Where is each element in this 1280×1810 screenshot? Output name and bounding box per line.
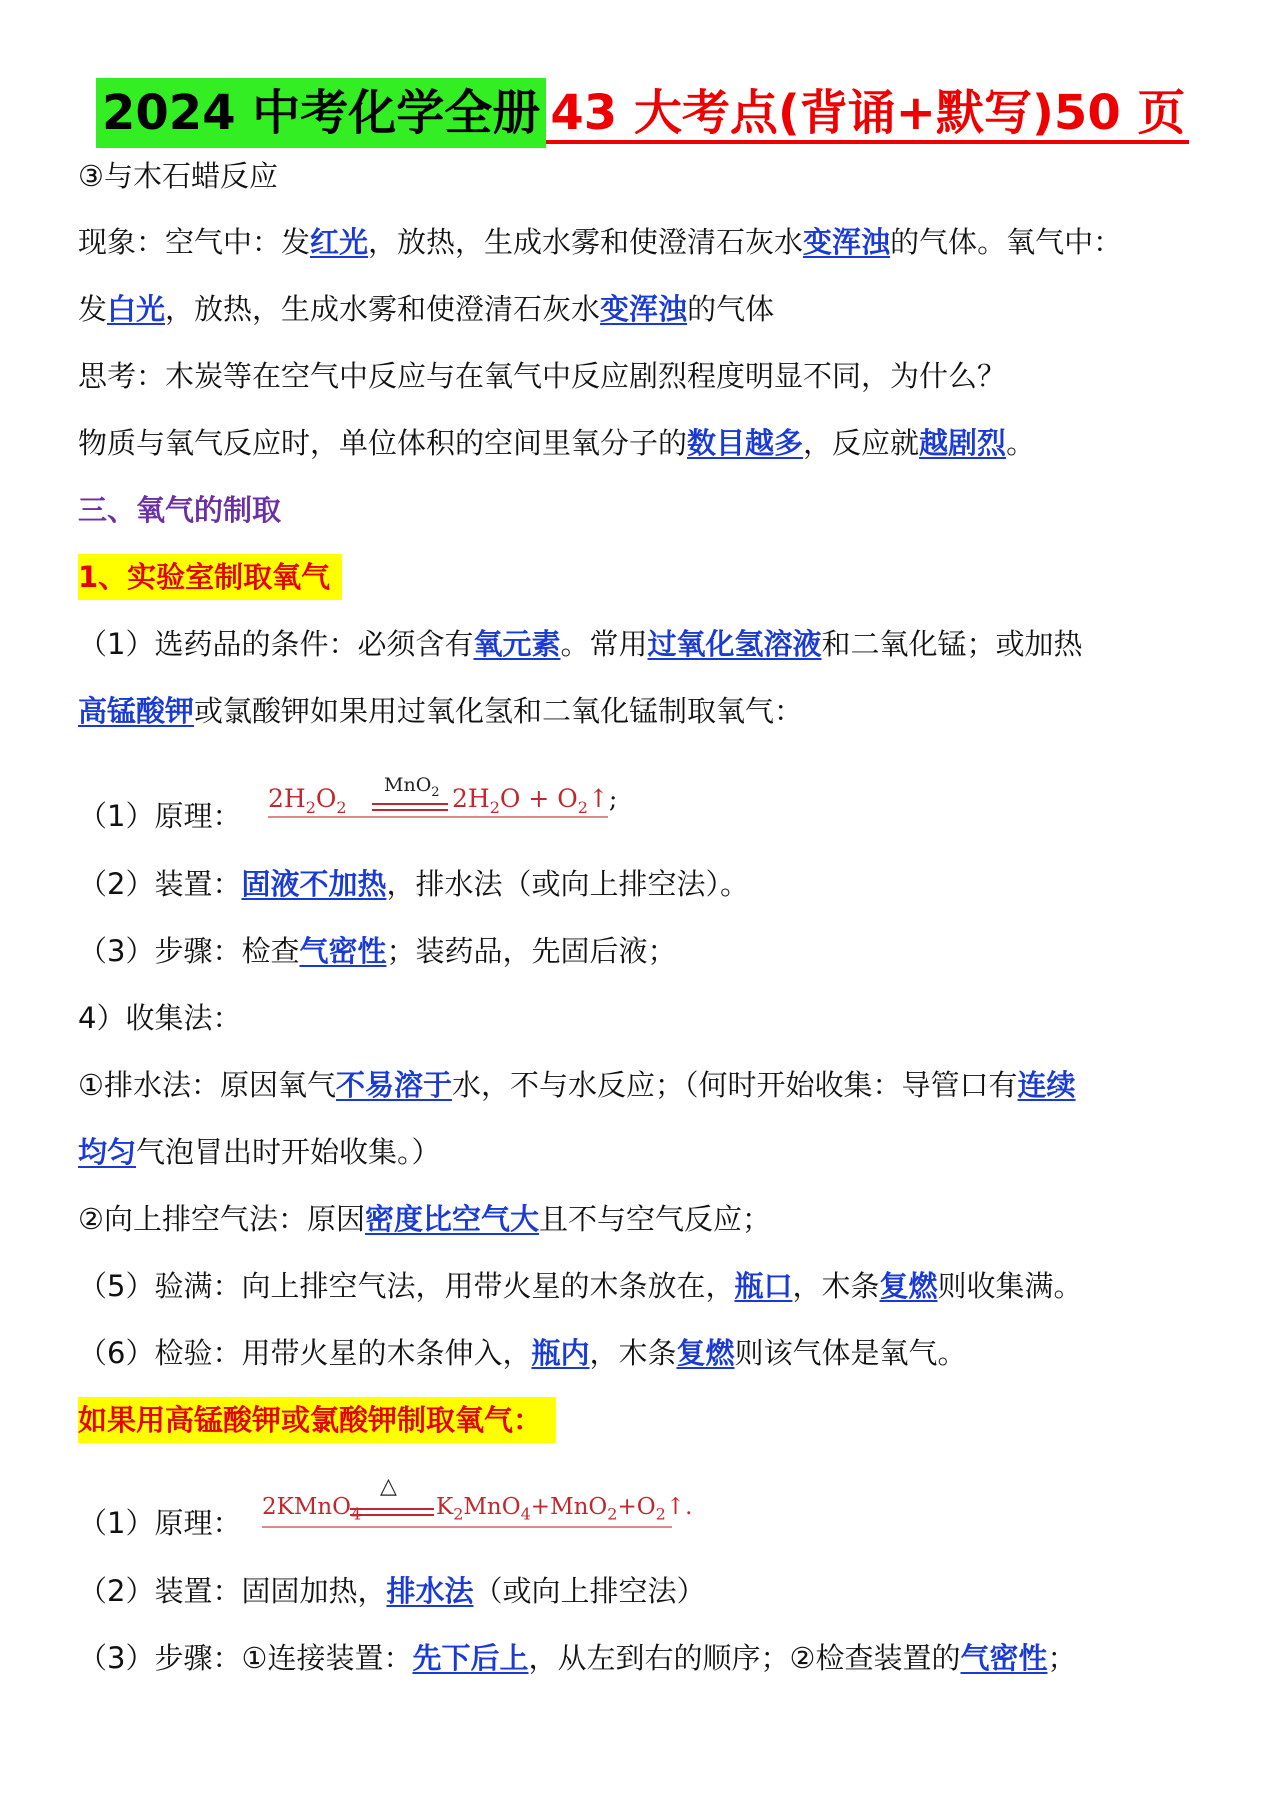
text-line [78, 356, 1006, 396]
page-title [96, 78, 1189, 148]
equation-equals-line [372, 803, 448, 805]
text: 或氯酸钾如果用过氧化氢和二氧化锰制取氧气： [194, 694, 804, 728]
text: （3）步骤：①连接装置： [78, 1641, 413, 1675]
text: 。常用 [560, 627, 648, 661]
text: ，放热，生成水雾和使澄清石灰水 [368, 225, 804, 259]
text: （或向上排空法） [473, 1574, 706, 1608]
blank-answer: 氧元素 [473, 627, 561, 661]
text: （3）步骤：检查 [78, 934, 300, 968]
text: 则该气体是氧气。 [734, 1336, 967, 1370]
text: ，木条 [589, 1336, 677, 1370]
blank-answer: 均匀 [78, 1135, 137, 1169]
text: ；装药品，先固后液； [386, 934, 677, 968]
section-heading: 三、氧气的制取 [78, 493, 282, 527]
text: 气泡冒出时开始收集。） [136, 1135, 441, 1169]
blank-answer: 数目越多 [687, 426, 804, 460]
highlighted-heading: 1、实验室制取氧气 [78, 554, 342, 600]
text: 的气体 [687, 292, 775, 326]
subsection-heading [78, 1400, 556, 1440]
blank-answer: 红光 [310, 225, 369, 259]
blank-answer: 瓶口 [734, 1269, 793, 1303]
equation-underline [262, 1526, 672, 1528]
text-line [78, 998, 241, 1038]
blank-answer: 固液不加热 [241, 867, 387, 901]
equation-condition: MnO$_2$ [384, 774, 440, 800]
text: （1）原理： [78, 799, 242, 833]
text-line [78, 1266, 1083, 1306]
text-line [78, 1333, 967, 1373]
highlighted-heading: 如果用高锰酸钾或氯酸钾制取氧气： [78, 1397, 556, 1443]
text: 则收集满。 [937, 1269, 1083, 1303]
text: ，放热，生成水雾和使澄清石灰水 [165, 292, 601, 326]
text: ，排水法（或向上排空法）。 [386, 867, 749, 901]
title-part2: 43 大考点(背诵+默写)50 页 [546, 78, 1189, 144]
subsection-heading [78, 557, 342, 597]
text: （6）检验：用带火星的木条伸入， [78, 1336, 532, 1370]
text-line [78, 1503, 241, 1543]
text: ②向上排空气法：原因 [78, 1202, 365, 1236]
equation-products: $2H_2O$ + $O_2↑$; [452, 784, 618, 817]
text: 思考：木炭等在空气中反应与在氧气中反应剧烈程度明显不同，为什么？ [78, 359, 1007, 393]
equation-products: $K_2MnO_4+MnO_2+O_2↑$. [436, 1494, 693, 1524]
text: （2）装置： [78, 867, 242, 901]
text-line [78, 222, 1122, 262]
text-line [78, 289, 774, 329]
blank-answer: 瓶内 [531, 1336, 590, 1370]
equation-underline [268, 816, 608, 818]
blank-answer: 连续 [1017, 1068, 1076, 1102]
blank-answer: 复燃 [879, 1269, 938, 1303]
text: 且不与空气反应； [539, 1202, 772, 1236]
blank-answer: 白光 [107, 292, 166, 326]
text: 物质与氧气反应时，单位体积的空间里氧分子的 [78, 426, 688, 460]
text: （1）选药品的条件：必须含有 [78, 627, 474, 661]
text: （2）装置：固固加热， [78, 1574, 387, 1608]
blank-answer: 越剧烈 [919, 426, 1007, 460]
text: ，反应就 [803, 426, 920, 460]
text-line [78, 624, 1083, 664]
title-part1: 2024 中考化学全册 [96, 78, 546, 148]
equation-equals-line [350, 1514, 434, 1516]
text: ，从左到右的顺序；②检查装置的 [528, 1641, 961, 1675]
text: 的气体。氧气中： [890, 225, 1123, 259]
equation-reactants: $2H_2O_2$ [268, 784, 347, 817]
text-line [78, 1132, 441, 1172]
blank-answer: 排水法 [386, 1574, 474, 1608]
blank-answer: 过氧化氢溶液 [647, 627, 822, 661]
blank-answer: 复燃 [676, 1336, 735, 1370]
blank-answer: 气密性 [299, 934, 387, 968]
text: 4）收集法： [78, 1001, 242, 1035]
equation-equals-line [372, 809, 448, 811]
text-line [78, 931, 676, 971]
text-line [78, 423, 1035, 463]
text-line [78, 1065, 1076, 1105]
text: 和二氧化锰；或加热 [821, 627, 1083, 661]
text: ③与木石蜡反应 [78, 159, 278, 193]
text: ①排水法：原因氧气 [78, 1068, 336, 1102]
text-line [78, 864, 749, 904]
equation-equals-line [350, 1508, 434, 1510]
text: 现象：空气中：发 [78, 225, 311, 259]
text-line [78, 691, 803, 731]
text-line [78, 1199, 771, 1239]
text-line [78, 1571, 705, 1611]
blank-answer: 气密性 [960, 1641, 1048, 1675]
blank-answer: 高锰酸钾 [78, 694, 195, 728]
text: ； [1047, 1641, 1077, 1675]
text: （1）原理： [78, 1506, 242, 1540]
text: 水，不与水反应；（何时开始收集：导管口有 [452, 1068, 1018, 1102]
text: ，木条 [792, 1269, 880, 1303]
equation-condition: △ [380, 1474, 397, 1499]
text: 发 [78, 292, 108, 326]
blank-answer: 变浑浊 [803, 225, 891, 259]
text-line [78, 156, 278, 196]
equation-reactants: 2KMnO$_4$ [262, 1494, 362, 1524]
text-line [78, 1638, 1077, 1678]
text: 。 [1006, 426, 1036, 460]
text: （5）验满：向上排空气法，用带火星的木条放在， [78, 1269, 735, 1303]
text-line [78, 796, 241, 836]
blank-answer: 变浑浊 [600, 292, 688, 326]
blank-answer: 先下后上 [412, 1641, 529, 1675]
blank-answer: 密度比空气大 [365, 1202, 540, 1236]
blank-answer: 不易溶于 [336, 1068, 453, 1102]
